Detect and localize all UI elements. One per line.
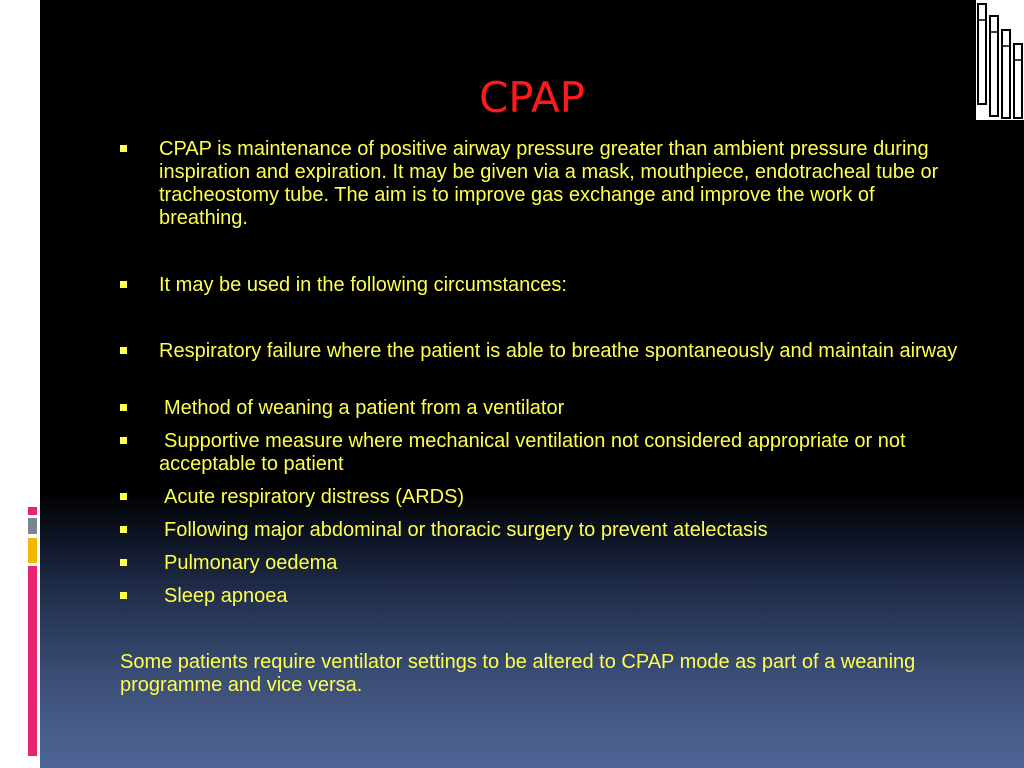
square-bullet-icon <box>120 592 127 599</box>
bullet-item-definition <box>120 138 960 230</box>
left-margin-strip <box>0 0 40 768</box>
bullet-item-supportive-measure <box>120 430 960 476</box>
accent-bar-pink-long <box>28 566 37 756</box>
bullet-item-ards <box>120 486 960 509</box>
square-bullet-icon <box>120 347 127 354</box>
bullet-item-sleep-apnoea <box>120 585 960 608</box>
bullet-item-pulmonary-oedema <box>120 552 960 575</box>
bullet-item-circumstances <box>120 274 960 297</box>
square-bullet-icon <box>120 493 127 500</box>
bullet-text: CPAP is maintenance of positive airway pressure greater than ambient pressure during inspiration and expiration. It may be given via a mask, mouthpiece, endotracheal tube or tracheostomy tube. The aim is to improve gas exchange and improve the work of breathing. <box>159 138 939 229</box>
accent-bar-gold <box>28 538 37 563</box>
bullet-item-surgery <box>120 519 960 542</box>
accent-bar-gray <box>28 518 37 534</box>
bullet-text: Supportive measure where mechanical ventilation not considered appropriate or not acceptable to patient <box>159 430 906 475</box>
square-bullet-icon <box>120 559 127 566</box>
bullet-item-weaning <box>120 397 960 420</box>
bullet-text: Following major abdominal or thoracic surgery to prevent atelectasis <box>164 519 768 541</box>
bullet-text: Pulmonary oedema <box>164 552 338 574</box>
footer-paragraph: Some patients require ventilator settings to be altered to CPAP mode as part of a weaning programme and vice versa. <box>120 651 916 696</box>
bullet-item-respiratory-failure <box>120 340 960 363</box>
slide-title: CPAP <box>478 73 586 122</box>
accent-bar-pink-small <box>28 507 37 515</box>
square-bullet-icon <box>120 281 127 288</box>
bullet-text: Sleep apnoea <box>164 585 288 607</box>
square-bullet-icon <box>120 404 127 411</box>
square-bullet-icon <box>120 437 127 444</box>
bullet-text: It may be used in the following circumstances: <box>159 274 567 296</box>
bullet-text: Method of weaning a patient from a ventilator <box>164 397 565 419</box>
square-bullet-icon <box>120 145 127 152</box>
square-bullet-icon <box>120 526 127 533</box>
bullet-text: Respiratory failure where the patient is able to breathe spontaneously and maintain airway <box>159 340 958 362</box>
bullet-text: Acute respiratory distress (ARDS) <box>164 486 465 508</box>
